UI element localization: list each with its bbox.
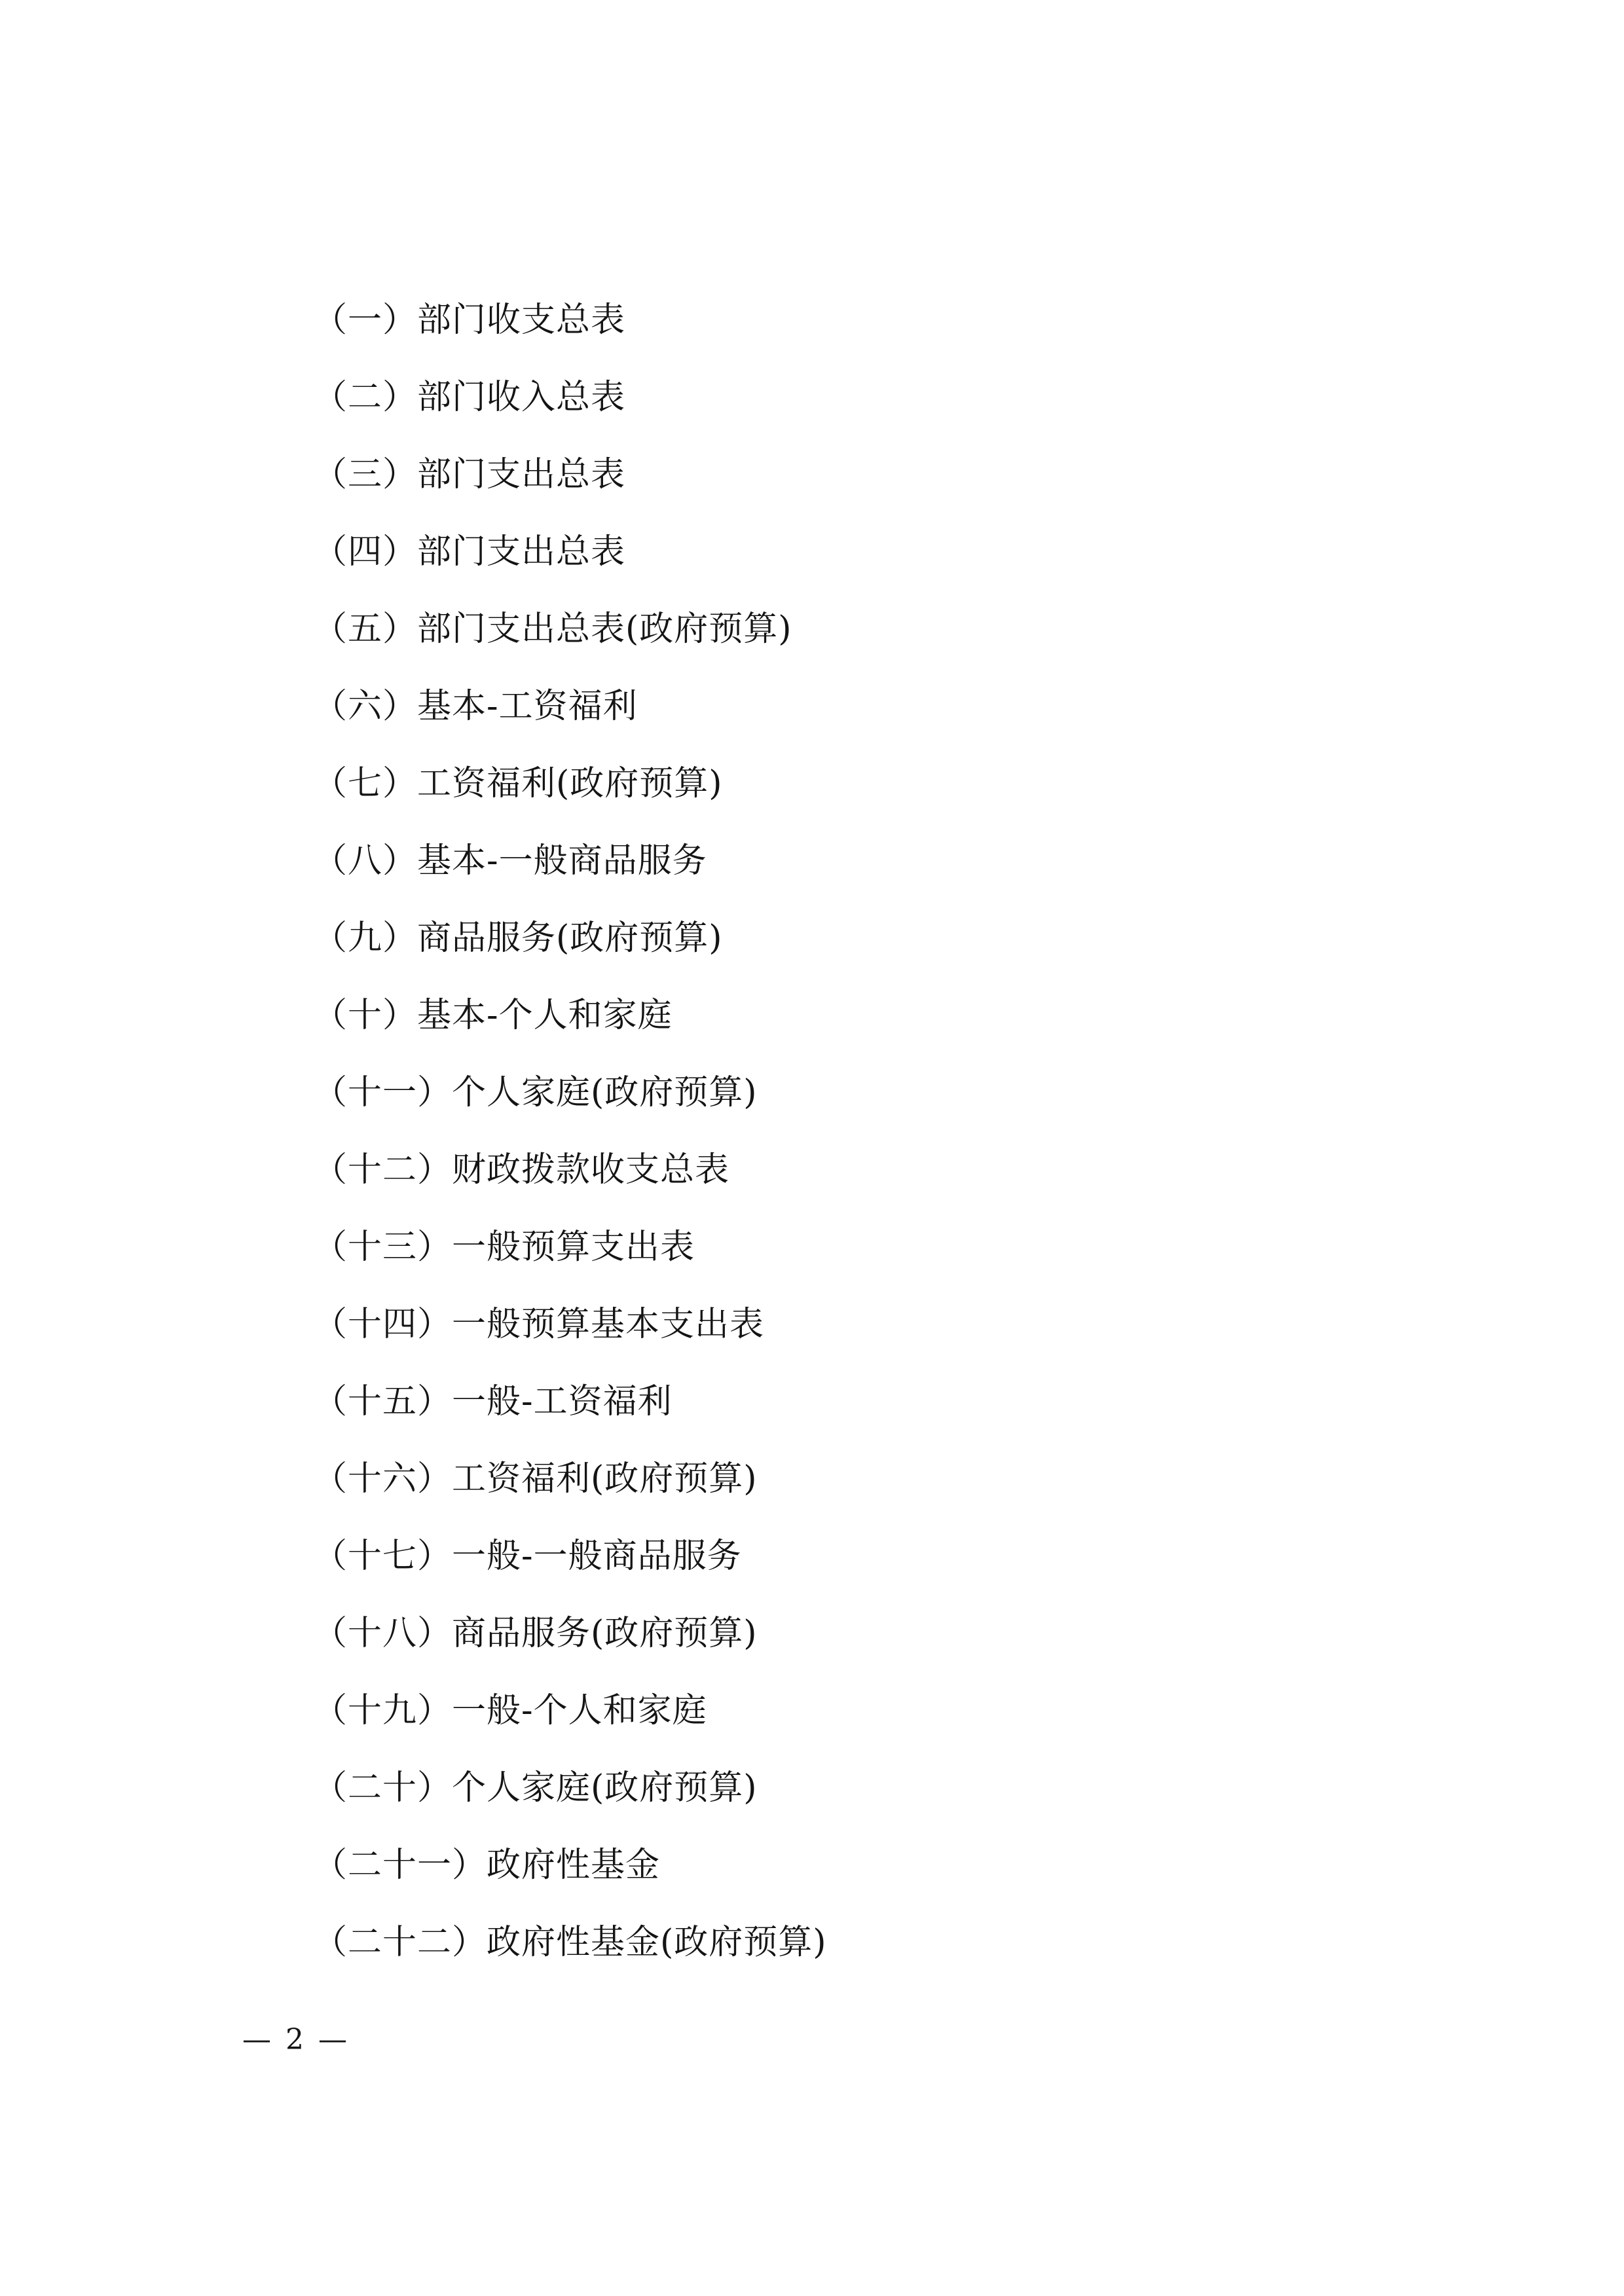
- list-item: （十八）商品服务(政府预算): [313, 1614, 758, 1653]
- list-item: （十二）财政拨款收支总表: [313, 1150, 730, 1190]
- list-item: （七）工资福利(政府预算): [313, 764, 723, 803]
- list-item: （五）部门支出总表(政府预算): [313, 610, 792, 649]
- list-item: （十一）个人家庭(政府预算): [313, 1073, 758, 1112]
- list-item: （二十一）政府性基金: [313, 1846, 661, 1885]
- list-item: （八）基本-一般商品服务: [313, 841, 707, 881]
- list-item: （二十）个人家庭(政府预算): [313, 1768, 758, 1808]
- list-item: （十七）一般-一般商品服务: [313, 1537, 742, 1576]
- list-item: （六）基本-工资福利: [313, 687, 638, 726]
- list-item: （十五）一般-工资福利: [313, 1382, 673, 1421]
- list-item: （十四）一般预算基本支出表: [313, 1305, 765, 1344]
- table-of-contents: [313, 282, 1426, 1981]
- list-item: （二十二）政府性基金(政府预算): [313, 1923, 827, 1962]
- list-item: （十九）一般-个人和家庭: [313, 1691, 707, 1730]
- list-item: （四）部门支出总表: [313, 532, 626, 572]
- list-item: （二）部门收入总表: [313, 378, 626, 417]
- list-item: （十三）一般预算支出表: [313, 1228, 695, 1267]
- list-item: （十）基本-个人和家庭: [313, 996, 673, 1035]
- list-item: （三）部门支出总表: [313, 455, 626, 494]
- list-item: （十六）工资福利(政府预算): [313, 1459, 758, 1499]
- page-number: — 2 —: [242, 2023, 350, 2056]
- list-item: （九）商品服务(政府预算): [313, 919, 723, 958]
- list-item: （一）部门收支总表: [313, 301, 626, 340]
